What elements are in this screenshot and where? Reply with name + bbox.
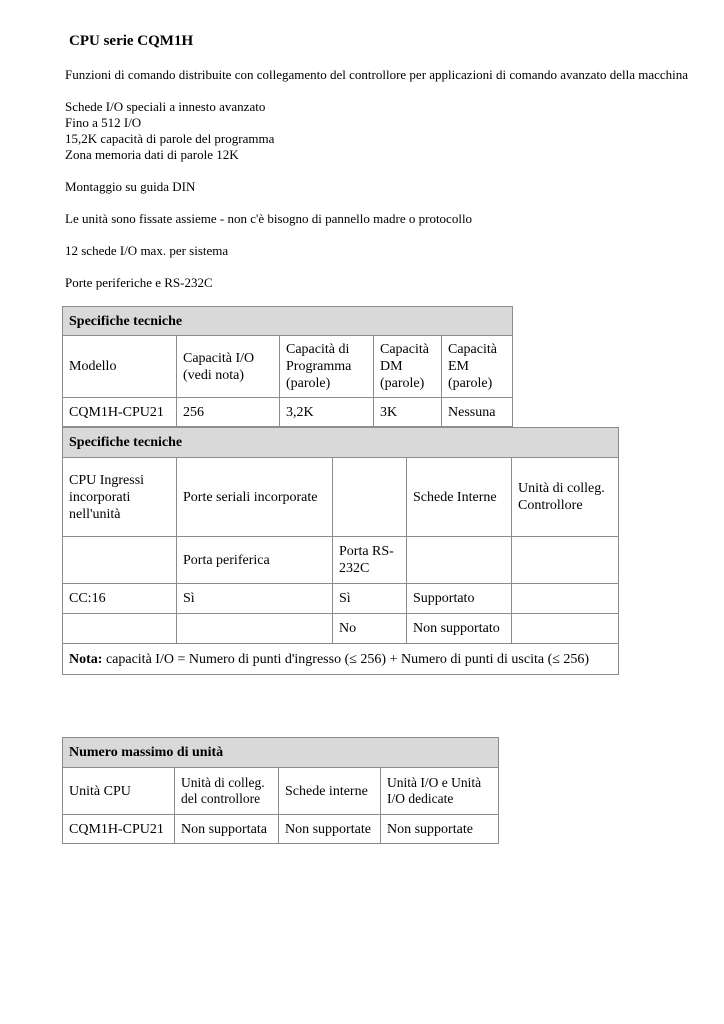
column-header: Unità CPU: [63, 768, 175, 815]
table-cell: Non supportato: [407, 614, 512, 644]
column-header-ports: Porte seriali incorporate: [177, 458, 333, 537]
table-cell: Nessuna: [442, 398, 513, 427]
page-title: CPU serie CQM1H: [69, 33, 194, 49]
column-header-link: Unità di colleg. Controllore: [512, 458, 619, 537]
column-header: Capacità di Programma (parole): [280, 336, 374, 398]
table-cell: 3,2K: [280, 398, 374, 427]
empty-cell: [63, 537, 177, 584]
subheader-peripheral: Porta periferica: [177, 537, 333, 584]
empty-cell: [512, 614, 619, 644]
intro-line: 15,2K capacità di parole del programma: [65, 131, 275, 146]
intro-line: Zona memoria dati di parole 12K: [65, 147, 239, 162]
table-cell: Sì: [333, 584, 407, 614]
empty-cell: [407, 537, 512, 584]
column-header: Capacità DM (parole): [374, 336, 442, 398]
spec-table-2-header: Specifiche tecniche: [63, 428, 619, 458]
intro-din: Montaggio su guida DIN: [65, 179, 196, 194]
column-header: Modello: [63, 336, 177, 398]
table-cell: Sì: [177, 584, 333, 614]
intro-max-io: 12 schede I/O max. per sistema: [65, 243, 229, 258]
column-header: Capacità I/O (vedi nota): [177, 336, 280, 398]
max-units-table: [62, 737, 499, 844]
table-cell: CQM1H-CPU21: [63, 815, 175, 844]
spec-table-header: Specifiche tecniche: [63, 307, 513, 336]
column-header: Unità I/O e Unità I/O dedicate: [381, 768, 499, 815]
table-cell: Non supportata: [175, 815, 279, 844]
spec-table-2: [62, 427, 619, 675]
max-units-header: Numero massimo di unità: [63, 738, 499, 768]
empty-cell: [512, 537, 619, 584]
table-cell: 3K: [374, 398, 442, 427]
table-cell: 256: [177, 398, 280, 427]
column-header: Capacità EM (parole): [442, 336, 513, 398]
empty-cell: [333, 458, 407, 537]
column-header: Schede interne: [279, 768, 381, 815]
table-cell: Non supportate: [279, 815, 381, 844]
note-label: Nota:: [69, 651, 103, 667]
spec-table: [62, 306, 513, 427]
empty-cell: [63, 614, 177, 644]
empty-cell: [177, 614, 333, 644]
empty-cell: [512, 584, 619, 614]
intro-units: Le unità sono fissate assieme - non c'è bisogno di pannello madre o protocollo: [65, 211, 473, 226]
table-cell: No: [333, 614, 407, 644]
intro-line: Schede I/O speciali a innesto avanzato: [65, 99, 266, 114]
intro-ports: Porte periferiche e RS-232C: [65, 275, 213, 290]
column-header: Unità di colleg. del controllore: [175, 768, 279, 815]
table-cell: Supportato: [407, 584, 512, 614]
table-cell: CC:16: [63, 584, 177, 614]
note-row: [63, 644, 619, 675]
table-cell: Non supportate: [381, 815, 499, 844]
table-cell: CQM1H-CPU21: [63, 398, 177, 427]
note-text: capacità I/O = Numero di punti d'ingresso (≤ 256) + Numero di punti di uscita (≤ 256): [102, 651, 590, 667]
subheader-rs232: Porta RS-232C: [333, 537, 407, 584]
intro-line: Fino a 512 I/O: [65, 115, 142, 130]
column-header-boards: Schede Interne: [407, 458, 512, 537]
intro-functions: Funzioni di comando distribuite con collegamento del controllore per applicazioni di comando avanzato della macchina: [65, 67, 689, 82]
column-header-cpu: CPU Ingressi incorporati nell'unità: [63, 458, 177, 537]
